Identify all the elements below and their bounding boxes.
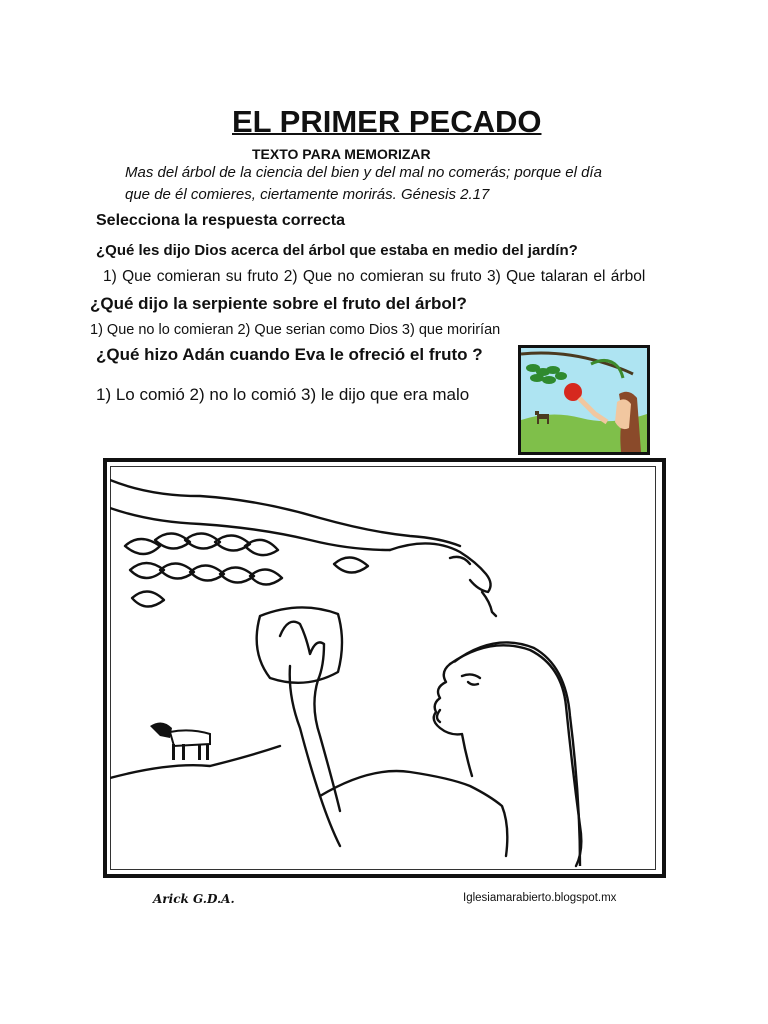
question-1: ¿Qué les dijo Dios acerca del árbol que estaba en medio del jardín? [96, 242, 578, 259]
question-2: ¿Qué dijo la serpiente sobre el fruto del árbol? [90, 294, 467, 313]
verse-line-1: Mas del árbol de la ciencia del bien y del mal no comerás; porque el día [125, 164, 602, 181]
page-title: EL PRIMER PECADO [232, 104, 542, 139]
author-signature: Arick G.D.A. [153, 892, 235, 906]
colored-thumbnail [518, 345, 650, 455]
eve-fruit-color-illustration [521, 348, 647, 452]
memory-verse [125, 162, 685, 206]
question-3: ¿Qué hizo Adán cuando Eva le ofreció el fruto ? [96, 345, 483, 364]
answers-2: 1) Que no lo comieran 2) Que serian como Dios 3) que morirían [90, 322, 501, 338]
coloring-illustration [110, 466, 656, 870]
memory-verse-heading: TEXTO PARA MEMORIZAR [252, 146, 431, 162]
verse-line-2: que de él comieres, ciertamente morirás. Génesis 2.17 [125, 186, 490, 203]
answers-1: 1) Que comieran su fruto 2) Que no comieran su fruto 3) Que talaran el árbol [103, 268, 646, 285]
answers-3: 1) Lo comió 2) no lo comió 3) le dijo que era malo [96, 385, 470, 404]
website-credit: Iglesiamarabierto.blogspot.mx [463, 892, 617, 904]
instruction-text: Selecciona la respuesta correcta [96, 212, 346, 229]
